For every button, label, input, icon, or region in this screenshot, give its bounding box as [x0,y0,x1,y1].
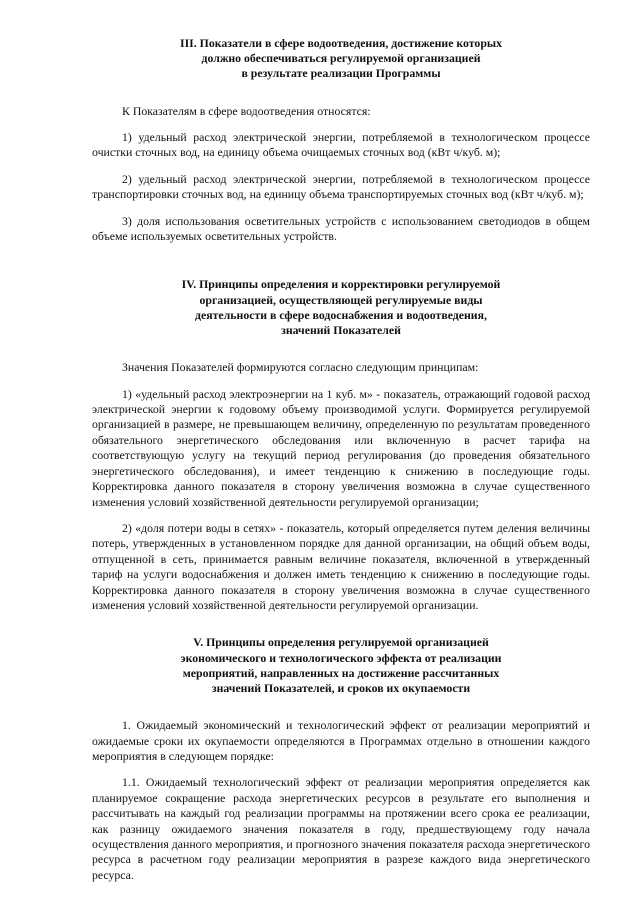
section-5-item-1-1: 1.1. Ожидаемый технологический эффект от реализации мероприятия определяется как планируемое сокращение расхода энергетических ресурсов в результате его выполнения и рассчитывать на каждый год реализации программы на протяжении всего срока ее реализации, как разницу ожидаемого значения показателя в году, предшествующему году начала осуществления данного мероприятия, и прогнозного значения показателя расхода энергетического ресурса в расчетном году реализации мероприятия в разрезе каждого вида энергетического ресурса. [92,775,590,882]
section-5-heading-line: V. Принципы определения регулируемой организацией [193,635,489,650]
section-3-item-1: 1) удельный расход электрической энергии, потребляемой в технологическом процессе очистки сточных вод, на единицу объема очищаемых сточных вод (кВт ч/куб. м); [92,130,590,160]
section-4-heading-line: значений Показателей [281,323,401,338]
section-3-heading-line: должно обеспечиваться регулируемой организацией [201,51,481,66]
section-4-heading-line: деятельности в сфере водоснабжения и водоотведения, [195,307,487,322]
section-3-heading [92,36,590,82]
section-3-item-3: 3) доля использования осветительных устройств с использованием светодиодов в общем объеме используемых осветительных устройств. [92,213,590,244]
section-5-item-1: 1. Ожидаемый экономический и технологический эффект от реализации мероприятий и ожидаемые сроки их окупаемости определяются в Программах отдельно в отношении каждого мероприятия в следующем порядке: [92,718,590,763]
section-5-heading [92,635,590,696]
section-3-heading-line: III. Показатели в сфере водоотведения, достижение которых [179,36,503,50]
section-5-heading-line: мероприятий, направленных на достижение рассчитанных [182,665,500,680]
section-4-heading [92,277,590,338]
section-4-heading-line: организацией, осуществляющей регулируемые виды [199,292,483,307]
section-3-item-2: 2) удельный расход электрической энергии, потребляемой в технологическом процессе транспортировки сточных вод, на единицу объема транспортируемых сточных вод (кВт ч/куб. м); [92,171,590,202]
section-4-heading-line: IV. Принципы определения и корректировки регулируемой [181,277,501,292]
section-5-heading-line: значений Показателей, и сроков их окупаемости [211,680,471,695]
section-4-item-1: 1) «удельный расход электроэнергии на 1 куб. м» - показатель, отражающий годовой расход электрической энергии к годовому объему производимой услуги. Формируется регулируемой организацией в размере, не превышающем величину, определенную по результатам проведенного обязательного энергетического обследования или включенную в расчет тарифа на соответствующую услугу на текущий период регулирования (до проведения обязательного энергетического обследования), и имеет тенденцию к снижению в последующие годы. Корректировка данного показателя в сторону увеличения возможна в случае существенного изменения условий хозяйственной деятельности регулируемой организации; [92,386,590,509]
section-4-item-2: 2) «доля потери воды в сетях» - показатель, который определяется путем деления величины потерь, утвержденных в установленном порядке для данной организации, на общий объем воды, отпущенной в сеть, принимается равным величине показателя, включенной в утвержденный тариф на услуги водоснабжения и должен иметь тенденцию к снижению в последующие годы. Корректировка данного показателя в сторону увеличения возможна в случае существенного изменения условий хозяйственной деятельности регулируемой организации. [92,520,590,612]
section-3-intro: К Показателям в сфере водоотведения относятся: [122,103,371,118]
section-5-heading-line: экономического и технологического эффекта от реализации [180,650,502,665]
section-3-heading-line: в результате реализации Программы [241,66,441,81]
section-4-intro: Значения Показателей формируются согласно следующим принципам: [122,360,479,375]
